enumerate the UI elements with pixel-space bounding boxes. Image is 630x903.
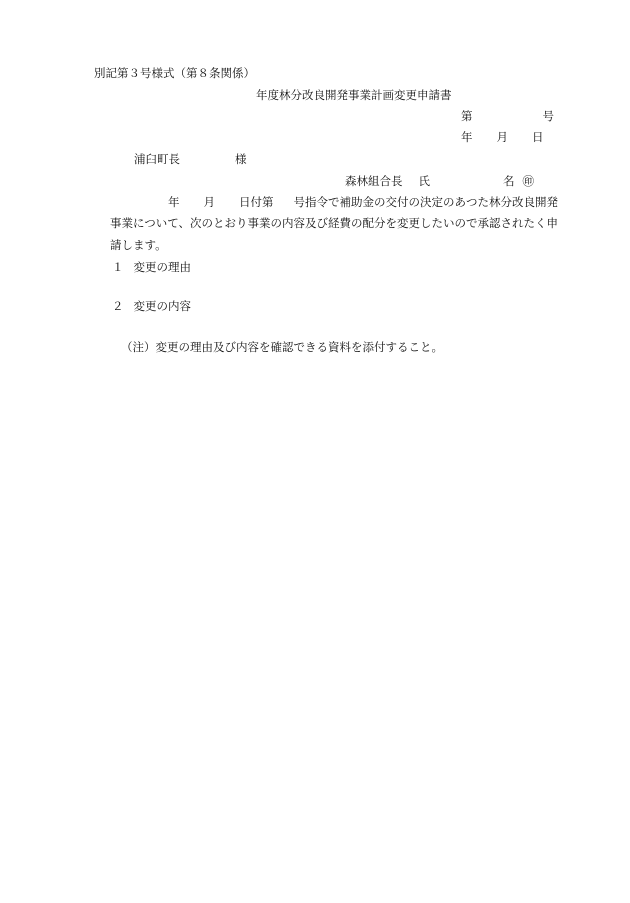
date-month: 月 — [496, 130, 508, 144]
seal-mark: ㊞ — [522, 174, 534, 188]
document-number-suffix: 号 — [542, 109, 554, 123]
footnote: （注）変更の理由及び内容を確認できる資料を添付すること。 — [121, 340, 443, 354]
item-number: １ — [112, 260, 124, 274]
addressee — [134, 154, 247, 166]
applicant-name-label-shi: 氏 — [418, 174, 430, 188]
document-number-prefix: 第 — [461, 109, 473, 123]
addressee-name: 浦臼町長 — [134, 152, 180, 166]
body-line-3: 請します。 — [110, 238, 167, 252]
item-change-content — [112, 301, 191, 313]
applicant-label: 森林組合長 — [345, 174, 403, 188]
body-day-and-number: 日付第 — [239, 195, 274, 209]
document-title: 年度林分改良開発事業計画変更申請書 — [256, 88, 452, 102]
item-label: 変更の理由 — [133, 260, 191, 274]
item-number: ２ — [112, 299, 124, 313]
date-day: 日 — [532, 130, 544, 144]
document-number — [461, 111, 554, 123]
body-month: 月 — [203, 195, 215, 209]
applicant — [345, 176, 534, 188]
item-change-reason — [112, 262, 191, 274]
date-year: 年 — [461, 130, 473, 144]
body-line-2: 事業について、次のとおり事業の内容及び経費の配分を変更したいので承認されたく申 — [110, 216, 559, 230]
body-year: 年 — [168, 195, 180, 209]
applicant-name-label-mei: 名 — [503, 174, 515, 188]
addressee-honorific: 様 — [235, 152, 247, 166]
body-text-1: 号指令で補助金の交付の決定のあつた林分改良開発 — [293, 195, 558, 209]
form-number: 別記第３号様式（第８条関係） — [94, 66, 255, 80]
item-label: 変更の内容 — [133, 299, 191, 313]
document-date — [461, 132, 544, 144]
body-line-1 — [168, 197, 558, 209]
